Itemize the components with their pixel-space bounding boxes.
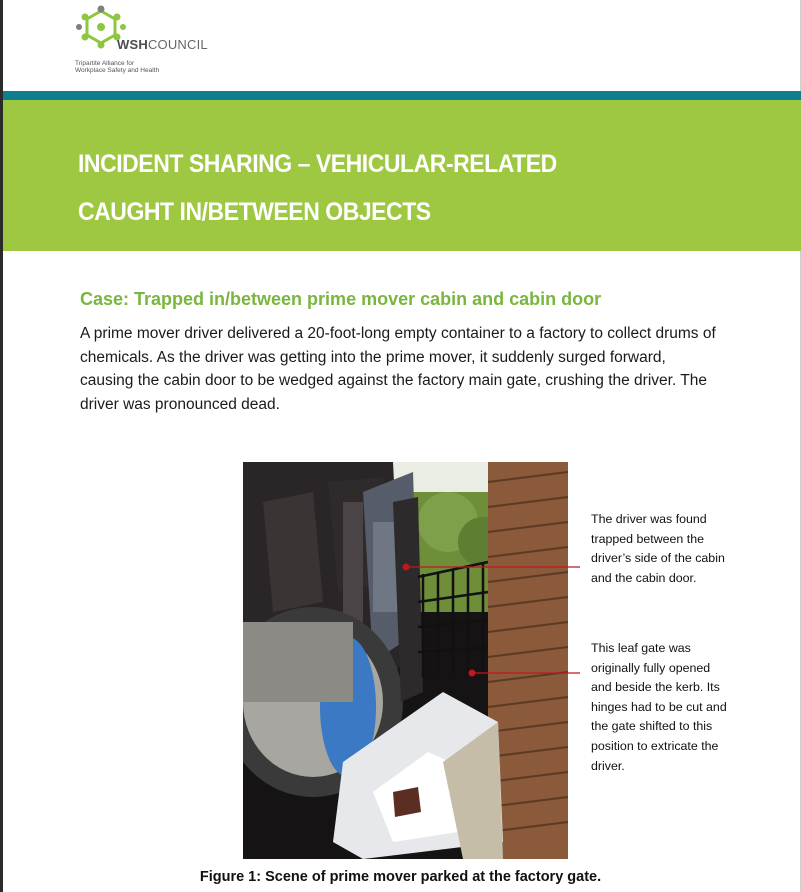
header-teal-bar [3,91,801,100]
document-title [78,140,667,236]
title-line-1: INCIDENT SHARING – VEHICULAR-RELATED [78,150,557,178]
title-line-2: CAUGHT IN/BETWEEN OBJECTS [78,198,431,226]
figure-caption: Figure 1: Scene of prime mover parked at the factory gate. [199,869,602,885]
annotation-driver-trapped: The driver was found trapped between the driver’s side of the cabin and the cabin door. [591,512,725,585]
case-description: A prime mover driver delivered a 20-foot-long empty container to a factory to collect drums of chemicals. As the driver was getting into the prime mover, it suddenly surged forward, causing the cabin door to be wedged against the factory main gate, crushing the driver. The driver was pronounced dead. [80,325,716,413]
logo-tagline: Tripartite Alliance for Workplace Safety and Health [75,60,160,74]
logo-wordmark: WSHCOUNCIL [117,37,208,52]
case-heading: Case: Trapped in/between prime mover cabin and cabin door [80,289,602,309]
incident-scene-photo [243,462,568,859]
annotation-leaf-gate: This leaf gate was originally fully opened and beside the kerb. Its hinges had to be cut and the gate shifted to this position to extricate the driver. [591,641,727,773]
wsh-council-logo [75,3,225,78]
